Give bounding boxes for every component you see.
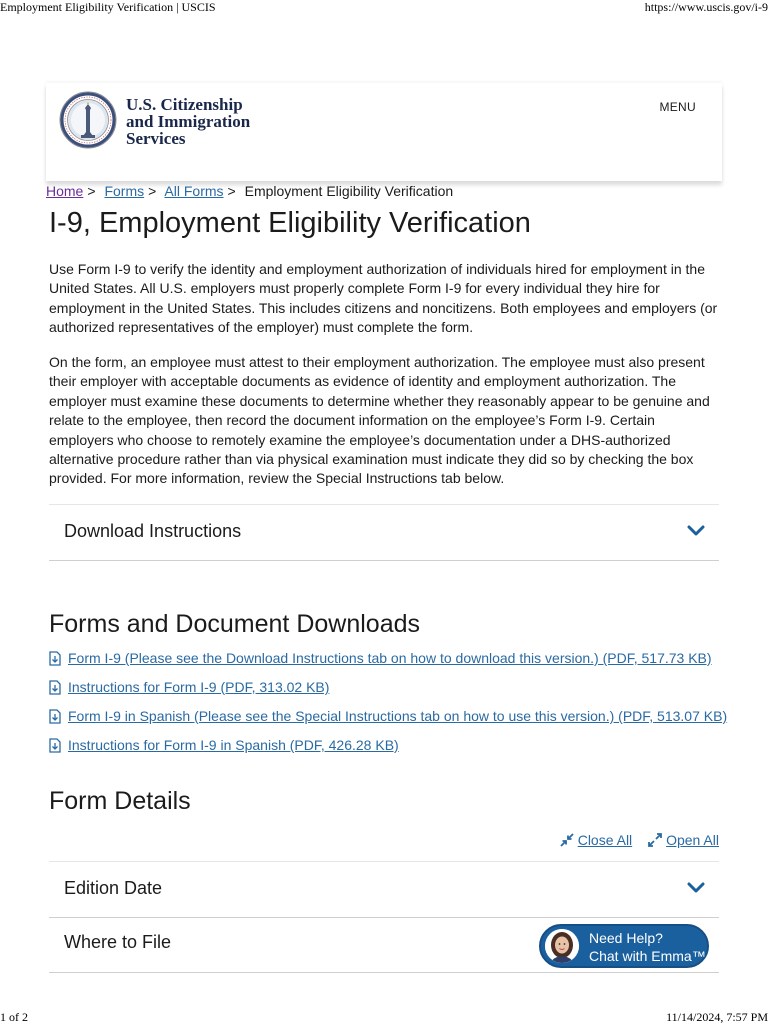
uscis-wordmark[interactable] <box>126 96 250 147</box>
chat-line-1: Need Help? <box>589 930 663 946</box>
uscis-seal-logo[interactable] <box>59 91 117 149</box>
print-header <box>0 0 768 16</box>
file-download-icon <box>49 680 61 695</box>
breadcrumb-separator: > <box>227 183 236 199</box>
chevron-down-icon <box>687 525 705 537</box>
logo-line-1: U.S. Citizenship <box>126 95 243 114</box>
print-url: https://www.uscis.gov/i-9 <box>644 0 768 14</box>
breadcrumb-forms-link[interactable]: Forms <box>104 183 145 199</box>
print-footer <box>0 1010 768 1024</box>
expand-arrows-icon <box>648 833 662 847</box>
print-page-title: Employment Eligibility Verification | USCIS <box>0 0 216 14</box>
form-details-heading: Form Details <box>49 787 191 815</box>
menu-button[interactable]: MENU <box>659 100 696 114</box>
print-page-number: 1 of 2 <box>0 1010 28 1024</box>
download-instructions-accordion[interactable] <box>49 504 719 561</box>
emma-avatar <box>545 929 579 963</box>
file-download-icon <box>49 709 61 724</box>
open-all-button[interactable] <box>648 832 719 848</box>
accordion-controls <box>548 832 719 852</box>
downloads-heading: Forms and Document Downloads <box>49 610 420 638</box>
breadcrumb-current: Employment Eligibility Verification <box>244 183 454 199</box>
print-datetime: 11/14/2024, 7:57 PM <box>666 1010 768 1024</box>
accordion-label: Where to File <box>64 932 172 952</box>
edition-date-accordion[interactable] <box>49 861 719 918</box>
close-all-label: Close All <box>577 832 633 848</box>
chat-with-emma-button[interactable] <box>539 924 709 968</box>
breadcrumb-all-forms-link[interactable]: All Forms <box>164 183 224 199</box>
site-header <box>46 83 722 181</box>
breadcrumb-separator: > <box>148 183 157 199</box>
close-all-button[interactable] <box>560 832 632 848</box>
breadcrumb <box>46 183 453 199</box>
download-link-instructions-i9[interactable]: Instructions for Form I-9 (PDF, 313.02 KB) <box>68 679 330 695</box>
logo-line-3: Services <box>126 129 186 148</box>
download-link-form-i9-spanish[interactable]: Form I-9 in Spanish (Please see the Special Instructions tab on how to use this version.) (PDF, 513.07 KB) <box>68 708 728 724</box>
page-title: I-9, Employment Eligibility Verification <box>49 207 531 239</box>
file-download-icon <box>49 738 61 753</box>
breadcrumb-home-link[interactable]: Home <box>46 183 84 199</box>
logo-line-2: and Immigration <box>126 112 251 131</box>
download-link-form-i9[interactable]: Form I-9 (Please see the Download Instructions tab on how to download this version.) (PDF, 517.73 KB) <box>68 650 712 666</box>
intro-paragraph-2: On the form, an employee must attest to their employment authorization. The employee must also present their employer with acceptable documents as evidence of identity and employment authorization. The employer must examine these documents to determine whether they reasonably appear to be genuine and relate to the employee, then record the document information on the employee’s Form I-9. Certain employers who choose to remotely examine the employee’s documentation under a DHS-authorized alternative procedure rather than via physical examination must indicate they did so by checking the box provided. For more information, review the Special Instructions tab below. <box>49 354 710 487</box>
chevron-down-icon <box>687 882 705 894</box>
file-download-icon <box>49 651 61 666</box>
breadcrumb-separator: > <box>87 183 96 199</box>
download-link-instructions-i9-spanish[interactable]: Instructions for Form I-9 in Spanish (PDF, 426.28 KB) <box>68 737 399 753</box>
collapse-arrows-icon <box>560 833 574 847</box>
accordion-label: Download Instructions <box>64 521 242 541</box>
intro-paragraph-1: Use Form I-9 to verify the identity and employment authorization of individuals hired for employment in the United States. All U.S. employers must properly complete Form I-9 for every individual they hire for employment in the United States. This includes citizens and noncitizens. Both employees and employers (or authorized representatives of the employer) must complete the form. <box>49 261 718 336</box>
chat-line-2: Chat with Emma™ <box>589 948 706 964</box>
chat-label <box>589 929 706 965</box>
open-all-label: Open All <box>666 832 719 848</box>
accordion-label: Edition Date <box>64 878 163 898</box>
